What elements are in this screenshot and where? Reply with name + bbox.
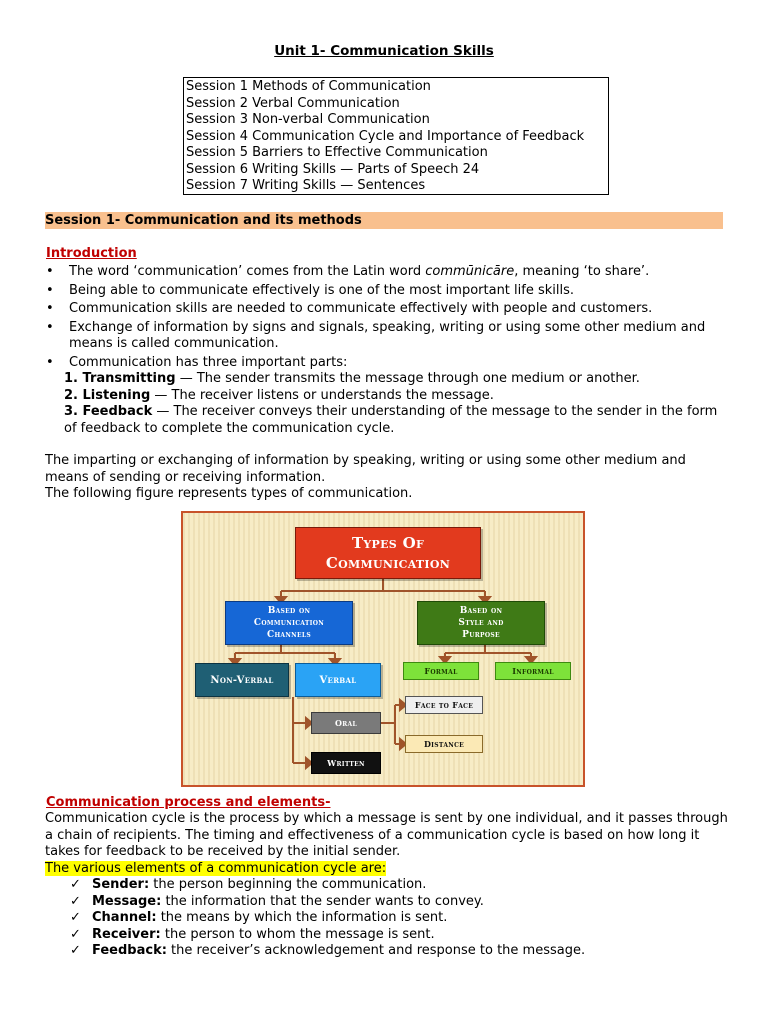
definition-paragraph: The imparting or exchanging of information by speaking, writing or using some other medium and means of sending or receiving information. xyxy=(45,453,686,485)
session-item: Session 3 Non-verbal Communication xyxy=(186,112,430,127)
non-verbal-box: Non-Verbal xyxy=(195,663,289,697)
process-paragraph: Communication cycle is the process by which a message is sent by one individual, and it passes through a chain of recipients. The timing and effectiveness of a communication cycle is based on how long it takes for feedback to be received by the initial sender. xyxy=(45,811,728,859)
based-on-channels-box: Based on Communication Channels xyxy=(225,601,353,645)
based-on-style-box: Based on Style and Purpose xyxy=(417,601,545,645)
session-item: Session 5 Barriers to Effective Communication xyxy=(186,145,488,160)
written-box: Written xyxy=(311,752,381,774)
checkmark-icon: ✓ xyxy=(70,877,81,892)
part-item: 2. Listening — The receiver listens or understands the message. xyxy=(64,387,494,403)
bullet-item: • The word ‘communication’ comes from the Latin word commūnicāre, meaning ‘to share’. xyxy=(45,264,735,281)
figure-intro-paragraph: The following figure represents types of communication. xyxy=(45,486,413,501)
types-of-communication-box: Types Of Communication xyxy=(295,527,481,579)
session-item: Session 7 Writing Skills — Sentences xyxy=(186,178,426,193)
bullet-item: • Communication has three important parts: xyxy=(45,355,735,372)
process-heading: Communication process and elements- xyxy=(46,795,331,810)
checkmark-icon: ✓ xyxy=(70,893,81,909)
introduction-heading: Introduction xyxy=(46,246,137,261)
part-continuation: of feedback to complete the communication cycle. xyxy=(64,420,395,436)
element-item: ✓ Sender: the person beginning the communication. xyxy=(70,877,427,892)
face-to-face-box: Face to Face xyxy=(405,696,483,714)
checkmark-icon: ✓ xyxy=(70,943,81,958)
checkmark-icon: ✓ xyxy=(70,926,81,942)
session-item: Session 4 Communication Cycle and Importance of Feedback xyxy=(186,128,585,144)
distance-box: Distance xyxy=(405,735,483,753)
session-item: Session 2 Verbal Communication xyxy=(186,95,400,111)
part-item: 3. Feedback — The receiver conveys their understanding of the message to the sender in the form xyxy=(64,404,718,419)
element-item: ✓ Channel: the means by which the information is sent. xyxy=(70,910,448,925)
elements-list xyxy=(70,877,730,960)
element-item: ✓ Receiver: the person to whom the message is sent. xyxy=(70,926,435,942)
session-heading: Session 1- Communication and its methods xyxy=(45,212,723,229)
part-item: 1. Transmitting — The sender transmits the message through one medium or another. xyxy=(64,371,640,386)
element-item: ✓ Message: the information that the sender wants to convey. xyxy=(70,893,484,909)
latin-word: commūnicāre xyxy=(425,264,515,279)
verbal-box: Verbal xyxy=(295,663,381,697)
session-item: Session 1 Methods of Communication xyxy=(186,79,431,94)
session-item: Session 6 Writing Skills — Parts of Speech 24 xyxy=(186,161,480,177)
formal-box: Formal xyxy=(403,662,479,680)
types-of-communication-figure xyxy=(181,511,585,787)
intro-bullets xyxy=(45,264,735,373)
bullet-item: • Exchange of information by signs and signals, speaking, writing or using some other medium and means is called communication. xyxy=(45,320,735,353)
checkmark-icon: ✓ xyxy=(70,910,81,925)
elements-intro: The various elements of a communication cycle are: xyxy=(45,861,387,876)
bullet-item: • Being able to communicate effectively is one of the most important life skills. xyxy=(45,283,735,300)
page-title: Unit 1- Communication Skills xyxy=(274,43,494,59)
oral-box: Oral xyxy=(311,712,381,734)
communication-parts xyxy=(45,371,735,437)
bullet-item: • Communication skills are needed to communicate effectively with people and customers. xyxy=(45,301,735,318)
element-item: ✓ Feedback: the receiver’s acknowledgement and response to the message. xyxy=(70,943,586,958)
informal-box: Informal xyxy=(495,662,571,680)
session-list xyxy=(183,77,609,195)
